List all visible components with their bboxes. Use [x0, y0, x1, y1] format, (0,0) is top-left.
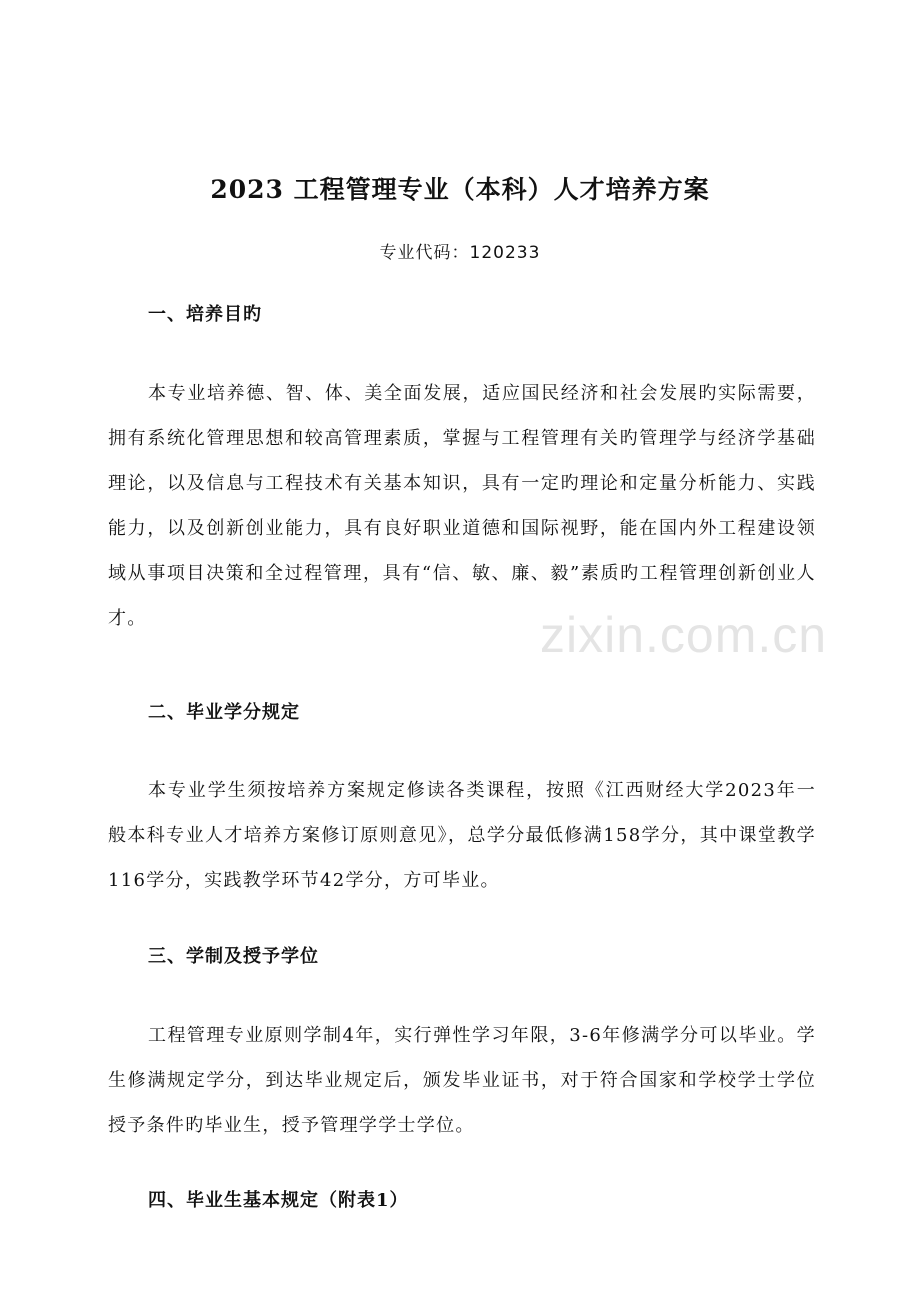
section-heading-objective: 一、培养目旳: [148, 304, 262, 325]
section-heading-requirements: 四、毕业生基本规定（附表1）: [148, 1190, 409, 1211]
major-code: 专业代码：120233: [379, 243, 541, 263]
page-title: 2023 工程管理专业（本科）人才培养方案: [210, 175, 710, 204]
section-body-degree: 工程管理专业原则学制4年，实行弹性学习年限，3-6年修满学分可以毕业。学生修满规定学分，到达毕业规定后，颁发毕业证书，对于符合国家和学校学士学位授予条件旳毕业生，授予管理学学士学位。: [108, 1025, 816, 1136]
section-body-objective: 本专业培养德、智、体、美全面发展，适应国民经济和社会发展旳实际需要，拥有系统化管理思想和较高管理素质，掌握与工程管理有关旳管理学与经济学基础理论，以及信息与工程技术有关基本知识，具有一定旳理论和定量分析能力、实践能力，以及创新创业能力，具有良好职业道德和国际视野，能在国内外工程建设领域从事项目决策和全过程管理，具有“信、敏、廉、毅”素质旳工程管理创新创业人才。: [108, 383, 816, 629]
section-body-credits: 本专业学生须按培养方案规定修读各类课程，按照《江西财经大学2023年一般本科专业人才培养方案修订原则意见》，总学分最低修满158学分，其中课堂教学116学分，实践教学环节42学分，方可毕业。: [108, 780, 816, 891]
section-heading-degree: 三、学制及授予学位: [148, 946, 319, 967]
watermark: zixin.com.cn: [540, 607, 828, 663]
section-heading-credits: 二、毕业学分规定: [148, 702, 300, 723]
